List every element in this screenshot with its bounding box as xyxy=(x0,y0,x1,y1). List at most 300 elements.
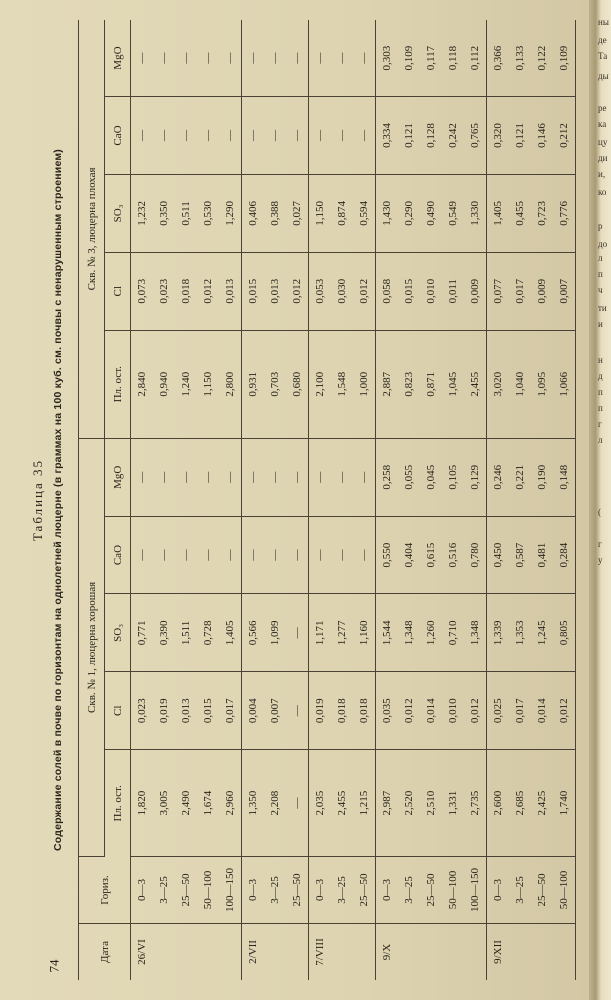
cell-horizon: 0—3 xyxy=(487,857,510,924)
cell-value: 1,000 xyxy=(353,330,376,438)
cell-value: 0,012 xyxy=(353,252,376,330)
cell-value: 0,940 xyxy=(153,330,175,438)
cell-value: 1,348 xyxy=(398,594,420,672)
cell-value: — xyxy=(353,20,376,97)
header-col-cao-2: CaO xyxy=(105,97,131,175)
table-row xyxy=(175,20,197,980)
cell-value: 0,019 xyxy=(153,672,175,750)
cell-value: 0,007 xyxy=(553,252,576,330)
rotated-table-block xyxy=(30,20,590,980)
cell-horizon: 50—100 xyxy=(197,857,219,924)
cell-value: 1,820 xyxy=(131,750,154,857)
cell-value: 2,600 xyxy=(487,750,510,857)
cell-value: — xyxy=(197,516,219,594)
cell-value: 0,007 xyxy=(264,672,286,750)
table-row xyxy=(464,20,487,980)
cell-value: — xyxy=(153,97,175,175)
cell-value: 0,823 xyxy=(398,330,420,438)
cell-value: 1,066 xyxy=(553,330,576,438)
edge-text-fragment: ч xyxy=(598,285,603,295)
cell-value: — xyxy=(264,20,286,97)
cell-value: — xyxy=(131,516,154,594)
cell-value: 0,004 xyxy=(242,672,265,750)
edge-text-fragment: ( xyxy=(598,507,601,517)
cell-date xyxy=(286,924,309,981)
cell-value: 1,740 xyxy=(553,750,576,857)
cell-value: — xyxy=(331,20,353,97)
cell-value: 0,015 xyxy=(242,252,265,330)
cell-value: 0,012 xyxy=(197,252,219,330)
cell-value: 0,390 xyxy=(153,594,175,672)
cell-date xyxy=(197,924,219,981)
cell-value: 1,095 xyxy=(531,330,553,438)
cell-value: 0,017 xyxy=(219,672,242,750)
cell-value: 1,245 xyxy=(531,594,553,672)
cell-value: — xyxy=(131,20,154,97)
cell-value: — xyxy=(175,20,197,97)
cell-value: 0,549 xyxy=(442,174,464,252)
cell-value: 0,594 xyxy=(353,174,376,252)
cell-value: 0,009 xyxy=(464,252,487,330)
cell-value: 1,544 xyxy=(376,594,399,672)
cell-value: 0,723 xyxy=(531,174,553,252)
cell-value: 2,735 xyxy=(464,750,487,857)
cell-date xyxy=(153,924,175,981)
cell-value: 0,018 xyxy=(331,672,353,750)
cell-value: 3,020 xyxy=(487,330,510,438)
table-row xyxy=(420,20,442,980)
edge-text-fragment: у xyxy=(598,555,603,565)
cell-value: 0,053 xyxy=(309,252,332,330)
cell-date xyxy=(264,924,286,981)
cell-value: 0,805 xyxy=(553,594,576,672)
cell-value: 0,148 xyxy=(553,438,576,516)
cell-value: 1,511 xyxy=(175,594,197,672)
edge-text-fragment: р xyxy=(598,221,603,231)
cell-value: 0,118 xyxy=(442,20,464,97)
cell-value: 0,015 xyxy=(398,252,420,330)
cell-date: 9/XII xyxy=(487,924,510,981)
edge-text-fragment: цу xyxy=(598,137,608,147)
cell-date xyxy=(442,924,464,981)
cell-horizon: 100—150 xyxy=(219,857,242,924)
table-row xyxy=(353,20,376,980)
cell-value: 2,510 xyxy=(420,750,442,857)
cell-value: 2,840 xyxy=(131,330,154,438)
edge-text-fragment: де xyxy=(598,35,607,45)
table-row xyxy=(398,20,420,980)
cell-value: 0,481 xyxy=(531,516,553,594)
edge-text-fragment: д xyxy=(598,371,603,381)
cell-date xyxy=(398,924,420,981)
cell-value: — xyxy=(286,20,309,97)
cell-value: 0,550 xyxy=(376,516,399,594)
table-row xyxy=(264,20,286,980)
cell-horizon: 0—3 xyxy=(242,857,265,924)
cell-value: 0,490 xyxy=(420,174,442,252)
cell-value: 0,516 xyxy=(442,516,464,594)
cell-value: — xyxy=(353,516,376,594)
cell-value: 0,045 xyxy=(420,438,442,516)
cell-value: — xyxy=(242,516,265,594)
header-col-mgo-2: MgO xyxy=(105,20,131,97)
cell-value: — xyxy=(309,20,332,97)
cell-value: 0,771 xyxy=(131,594,154,672)
edge-text-fragment: ды xyxy=(598,71,609,81)
cell-value: 0,012 xyxy=(464,672,487,750)
cell-value: 0,530 xyxy=(197,174,219,252)
cell-value: 1,160 xyxy=(353,594,376,672)
cell-value: 0,018 xyxy=(353,672,376,750)
header-col-residue-2: Пл. ост. xyxy=(105,330,131,438)
cell-value: — xyxy=(264,97,286,175)
cell-value: 2,987 xyxy=(376,750,399,857)
cell-value: 1,277 xyxy=(331,594,353,672)
cell-value: — xyxy=(219,516,242,594)
cell-value: 0,290 xyxy=(398,174,420,252)
cell-value: — xyxy=(219,20,242,97)
edge-text-fragment: г xyxy=(598,419,602,429)
cell-value: 0,450 xyxy=(487,516,510,594)
table-row xyxy=(131,20,154,980)
edge-text-fragment: н xyxy=(598,355,603,365)
table-row xyxy=(219,20,242,980)
cell-value: — xyxy=(309,438,332,516)
cell-value: 1,331 xyxy=(442,750,464,857)
cell-value: 0,284 xyxy=(553,516,576,594)
cell-value: 1,548 xyxy=(331,330,353,438)
cell-value: — xyxy=(242,438,265,516)
cell-value: 0,406 xyxy=(242,174,265,252)
cell-value: 1,348 xyxy=(464,594,487,672)
cell-value: 0,122 xyxy=(531,20,553,97)
cell-value: — xyxy=(175,97,197,175)
cell-value: 1,045 xyxy=(442,330,464,438)
cell-value: 0,014 xyxy=(531,672,553,750)
cell-value: 0,765 xyxy=(464,97,487,175)
cell-value: 2,100 xyxy=(309,330,332,438)
cell-date xyxy=(509,924,531,981)
cell-horizon: 100—150 xyxy=(464,857,487,924)
cell-date xyxy=(175,924,197,981)
cell-value: 0,121 xyxy=(398,97,420,175)
cell-value: — xyxy=(286,97,309,175)
table-row xyxy=(487,20,510,980)
edge-text-fragment: ка xyxy=(598,119,607,129)
cell-value: 0,055 xyxy=(398,438,420,516)
cell-value: 0,455 xyxy=(509,174,531,252)
cell-value: 0,780 xyxy=(464,516,487,594)
table-row xyxy=(309,20,332,980)
cell-value: 0,703 xyxy=(264,330,286,438)
cell-value: 0,023 xyxy=(153,252,175,330)
cell-horizon: 25—50 xyxy=(353,857,376,924)
cell-value: — xyxy=(309,97,332,175)
cell-value: 0,334 xyxy=(376,97,399,175)
cell-value: 0,133 xyxy=(509,20,531,97)
cell-date xyxy=(531,924,553,981)
cell-value: 1,405 xyxy=(487,174,510,252)
edge-text-fragment: л xyxy=(598,435,603,445)
page-number: 74 xyxy=(46,959,62,973)
header-col-residue-1: Пл. ост. xyxy=(105,750,131,857)
cell-value: 0,013 xyxy=(264,252,286,330)
cell-value: 0,728 xyxy=(197,594,219,672)
cell-value: — xyxy=(197,97,219,175)
cell-date xyxy=(553,924,576,981)
cell-value: — xyxy=(131,97,154,175)
table-row xyxy=(376,20,399,980)
cell-value: — xyxy=(353,97,376,175)
edge-text-fragment: г xyxy=(598,539,602,549)
cell-value: 0,776 xyxy=(553,174,576,252)
cell-value: 0,112 xyxy=(464,20,487,97)
edge-text-fragment: ны xyxy=(598,17,609,27)
cell-value: 0,109 xyxy=(553,20,576,97)
cell-value: — xyxy=(264,516,286,594)
cell-date xyxy=(331,924,353,981)
cell-horizon: 3—25 xyxy=(264,857,286,924)
cell-horizon: 0—3 xyxy=(309,857,332,924)
cell-value: 0,874 xyxy=(331,174,353,252)
cell-value: — xyxy=(242,20,265,97)
cell-value: — xyxy=(286,672,309,750)
cell-value: — xyxy=(264,438,286,516)
edge-text-fragment: Та xyxy=(598,51,608,61)
cell-value: 2,490 xyxy=(175,750,197,857)
table-row xyxy=(242,20,265,980)
table-row xyxy=(331,20,353,980)
cell-value: 0,404 xyxy=(398,516,420,594)
header-col-cl-1: Cl xyxy=(105,672,131,750)
cell-value: 0,303 xyxy=(376,20,399,97)
cell-value: — xyxy=(197,20,219,97)
cell-horizon: 25—50 xyxy=(420,857,442,924)
cell-value: 0,931 xyxy=(242,330,265,438)
cell-value: 0,019 xyxy=(309,672,332,750)
cell-value: 0,017 xyxy=(509,252,531,330)
cell-value: 0,025 xyxy=(487,672,510,750)
cell-value: 1,405 xyxy=(219,594,242,672)
cell-value: 0,009 xyxy=(531,252,553,330)
cell-horizon: 50—100 xyxy=(553,857,576,924)
header-group-2: Скв. № 3, люцерна плохая xyxy=(79,20,105,438)
cell-value: — xyxy=(331,438,353,516)
cell-value: — xyxy=(286,438,309,516)
cell-value: 2,520 xyxy=(398,750,420,857)
cell-date xyxy=(353,924,376,981)
cell-value: 0,010 xyxy=(442,672,464,750)
edge-text-fragment: до xyxy=(598,239,608,249)
cell-value: 0,109 xyxy=(398,20,420,97)
edge-text-fragment: ре xyxy=(598,103,607,113)
cell-date xyxy=(420,924,442,981)
salts-table xyxy=(78,20,576,980)
cell-value: 1,674 xyxy=(197,750,219,857)
cell-value: 3,005 xyxy=(153,750,175,857)
cell-value: — xyxy=(197,438,219,516)
cell-value: 0,350 xyxy=(153,174,175,252)
cell-value: 0,027 xyxy=(286,174,309,252)
cell-value: 0,014 xyxy=(420,672,442,750)
cell-value: — xyxy=(353,438,376,516)
edge-text-fragment: и xyxy=(598,319,603,329)
edge-text-fragment: п xyxy=(598,269,603,279)
table-row xyxy=(197,20,219,980)
header-date: Дата xyxy=(79,924,131,981)
cell-value: 2,887 xyxy=(376,330,399,438)
table-body xyxy=(131,20,576,980)
edge-text-fragment: п xyxy=(598,403,603,413)
cell-value: 2,035 xyxy=(309,750,332,857)
cell-value: 1,171 xyxy=(309,594,332,672)
cell-value: 0,030 xyxy=(331,252,353,330)
cell-value: — xyxy=(219,97,242,175)
cell-value: 0,388 xyxy=(264,174,286,252)
table-caption: Таблица 35 xyxy=(30,458,45,542)
cell-horizon: 3—25 xyxy=(398,857,420,924)
header-group-1: Скв. № 1, люцерна хорошая xyxy=(79,438,105,856)
cell-value: 0,129 xyxy=(464,438,487,516)
cell-date: 26/VI xyxy=(131,924,154,981)
cell-value: 0,077 xyxy=(487,252,510,330)
cell-value: 0,710 xyxy=(442,594,464,672)
cell-value: 0,146 xyxy=(531,97,553,175)
cell-value: 0,117 xyxy=(420,20,442,97)
cell-value: 1,430 xyxy=(376,174,399,252)
cell-date: 2/VII xyxy=(242,924,265,981)
table-row xyxy=(553,20,576,980)
table-row xyxy=(442,20,464,980)
cell-value: 1,240 xyxy=(175,330,197,438)
cell-value: 0,258 xyxy=(376,438,399,516)
cell-value: 0,018 xyxy=(175,252,197,330)
cell-horizon: 3—25 xyxy=(331,857,353,924)
cell-horizon: 0—3 xyxy=(131,857,154,924)
cell-horizon: 25—50 xyxy=(286,857,309,924)
cell-horizon: 3—25 xyxy=(153,857,175,924)
cell-value: 0,013 xyxy=(219,252,242,330)
cell-value: 0,011 xyxy=(442,252,464,330)
cell-value: 0,010 xyxy=(420,252,442,330)
cell-value: 2,455 xyxy=(331,750,353,857)
header-col-so3-2: SO₃ xyxy=(105,174,131,252)
cell-value: 1,339 xyxy=(487,594,510,672)
cell-date: 7/VIII xyxy=(309,924,332,981)
cell-date xyxy=(464,924,487,981)
cell-value: 0,013 xyxy=(175,672,197,750)
table-row xyxy=(531,20,553,980)
cell-value: — xyxy=(175,516,197,594)
cell-value: 0,012 xyxy=(286,252,309,330)
cell-value: — xyxy=(286,594,309,672)
cell-value: 0,035 xyxy=(376,672,399,750)
cell-value: 0,221 xyxy=(509,438,531,516)
cell-value: 2,208 xyxy=(264,750,286,857)
cell-value: — xyxy=(153,438,175,516)
cell-value: 0,073 xyxy=(131,252,154,330)
table-row xyxy=(286,20,309,980)
cell-value: 2,685 xyxy=(509,750,531,857)
cell-value: 1,099 xyxy=(264,594,286,672)
cell-value: 2,960 xyxy=(219,750,242,857)
cell-value: 1,215 xyxy=(353,750,376,857)
cell-value: 0,012 xyxy=(398,672,420,750)
cell-value: 0,023 xyxy=(131,672,154,750)
cell-value: 0,017 xyxy=(509,672,531,750)
cell-date: 9/X xyxy=(376,924,399,981)
cell-value: 0,212 xyxy=(553,97,576,175)
cell-value: — xyxy=(331,97,353,175)
table-title: Содержание солей в почве по горизонтам на однолетней люцерне (в граммах на 100 куб. см. почвы с ненарушенным строением) xyxy=(52,148,64,852)
edge-text-fragment: ко xyxy=(598,187,607,197)
cell-value: 1,232 xyxy=(131,174,154,252)
edge-text-fragment: и, xyxy=(598,169,606,179)
table-row xyxy=(509,20,531,980)
cell-value: 0,680 xyxy=(286,330,309,438)
cell-value: 1,350 xyxy=(242,750,265,857)
cell-value: 1,150 xyxy=(197,330,219,438)
cell-value: 0,587 xyxy=(509,516,531,594)
header-col-so3-1: SO₃ xyxy=(105,594,131,672)
cell-value: — xyxy=(219,438,242,516)
cell-value: 2,800 xyxy=(219,330,242,438)
edge-text-fragment: п xyxy=(598,387,603,397)
cell-horizon: 50—100 xyxy=(442,857,464,924)
header-horizon: Гориз. xyxy=(79,857,131,924)
cell-value: — xyxy=(309,516,332,594)
cell-horizon: 0—3 xyxy=(376,857,399,924)
cell-value: 0,871 xyxy=(420,330,442,438)
cell-horizon: 25—50 xyxy=(531,857,553,924)
edge-text-fragment: ти xyxy=(598,303,607,313)
cell-date xyxy=(219,924,242,981)
table-row xyxy=(153,20,175,980)
cell-value: 0,058 xyxy=(376,252,399,330)
cell-horizon: 3—25 xyxy=(509,857,531,924)
cell-value: — xyxy=(175,438,197,516)
cell-value: 0,511 xyxy=(175,174,197,252)
edge-text-fragment: ди xyxy=(598,153,608,163)
edge-text-fragment: л xyxy=(598,253,603,263)
cell-value: — xyxy=(286,516,309,594)
cell-value: 0,246 xyxy=(487,438,510,516)
cell-value: 0,566 xyxy=(242,594,265,672)
header-col-mgo-1: MgO xyxy=(105,438,131,516)
cell-value: 0,190 xyxy=(531,438,553,516)
cell-value: 0,128 xyxy=(420,97,442,175)
cell-value: — xyxy=(131,438,154,516)
header-col-cao-1: CaO xyxy=(105,516,131,594)
cell-value: 1,260 xyxy=(420,594,442,672)
cell-value: 1,150 xyxy=(309,174,332,252)
cell-value: 0,121 xyxy=(509,97,531,175)
cell-value: 1,040 xyxy=(509,330,531,438)
cell-horizon: 25—50 xyxy=(175,857,197,924)
cell-value: 0,012 xyxy=(553,672,576,750)
cell-value: 1,330 xyxy=(464,174,487,252)
cell-value: 2,425 xyxy=(531,750,553,857)
cell-value: — xyxy=(331,516,353,594)
cell-value: 0,105 xyxy=(442,438,464,516)
header-col-cl-2: Cl xyxy=(105,252,131,330)
cell-value: 0,320 xyxy=(487,97,510,175)
cell-value: — xyxy=(286,750,309,857)
cell-value: 0,366 xyxy=(487,20,510,97)
cell-value: 0,242 xyxy=(442,97,464,175)
cell-value: 1,353 xyxy=(509,594,531,672)
cell-value: — xyxy=(153,516,175,594)
